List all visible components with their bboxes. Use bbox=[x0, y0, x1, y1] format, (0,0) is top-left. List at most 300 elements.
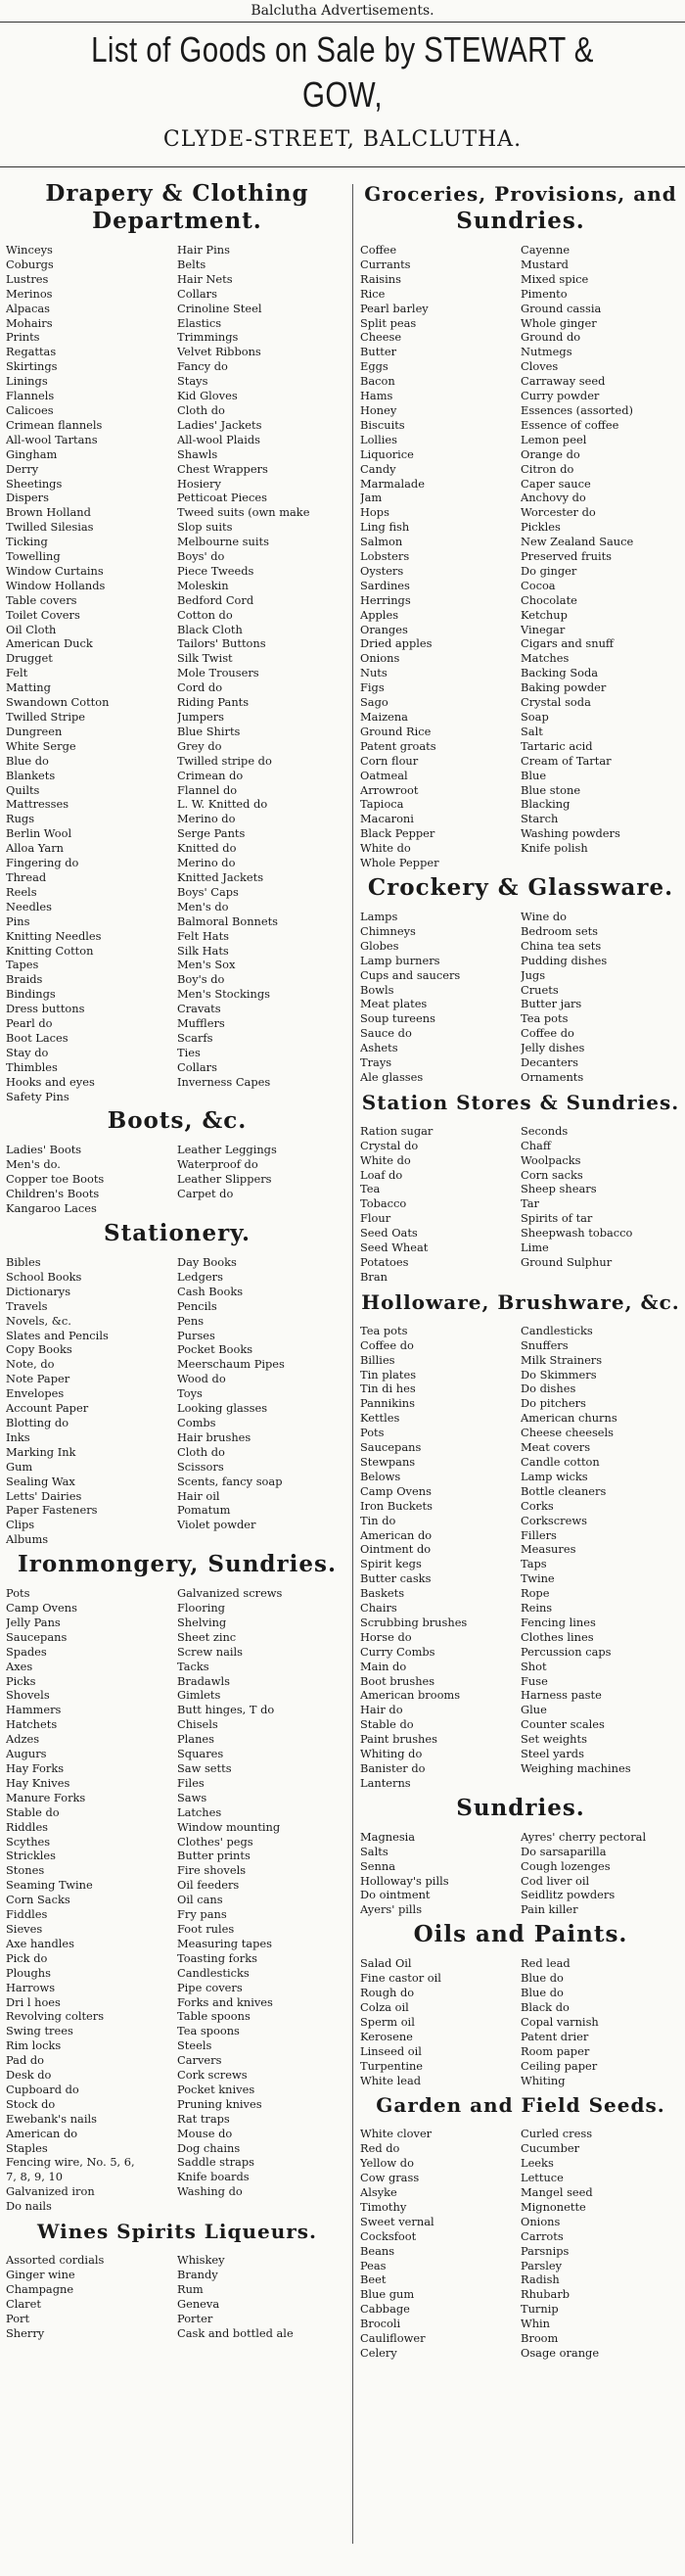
goods-item: Lamp wicks bbox=[521, 1469, 588, 1483]
goods-item: Meerschaum Pipes bbox=[177, 1357, 285, 1372]
goods-item: Steels bbox=[177, 2038, 212, 2053]
goods-item: Axes bbox=[6, 1659, 33, 1673]
goods-item: Bradawls bbox=[177, 1673, 230, 1688]
goods-item: Novels, &c. bbox=[6, 1313, 71, 1328]
goods-item: Lemon peel bbox=[521, 432, 587, 446]
goods-item: White Serge bbox=[6, 738, 76, 753]
goods-item: Twilled Stripe bbox=[6, 710, 86, 724]
goods-item: Mixed spice bbox=[521, 271, 589, 286]
goods-item: Pad do bbox=[6, 2053, 45, 2068]
goods-item: Tin di hes bbox=[360, 1382, 416, 1396]
goods-item: Tweed suits (own make bbox=[177, 505, 310, 520]
goods-item: Jelly dishes bbox=[521, 1041, 585, 1055]
goods-item: Hay Forks bbox=[6, 1761, 65, 1775]
section-heading: Groceries, Provisions, and bbox=[364, 182, 677, 206]
goods-item: Pipe covers bbox=[177, 1980, 243, 1994]
goods-item: Eggs bbox=[360, 359, 388, 374]
goods-item: White do bbox=[360, 841, 411, 856]
goods-item: Beans bbox=[360, 2243, 395, 2258]
goods-item: Gum bbox=[6, 1459, 33, 1474]
goods-item: Lime bbox=[521, 1241, 549, 1255]
goods-item: China tea sets bbox=[521, 938, 602, 953]
goods-item: Rugs bbox=[6, 812, 35, 826]
goods-item: Marmalade bbox=[360, 476, 425, 491]
goods-item: Elastics bbox=[177, 315, 222, 330]
goods-item: Yellow do bbox=[360, 2156, 414, 2171]
goods-item: Broom bbox=[521, 2331, 559, 2346]
goods-item: Needles bbox=[6, 899, 52, 913]
goods-item: Candy bbox=[360, 461, 396, 476]
goods-item: American do bbox=[6, 2126, 78, 2140]
goods-item bbox=[521, 1270, 681, 1285]
goods-item: Tea bbox=[360, 1182, 381, 1196]
goods-item: L. W. Knitted do bbox=[177, 797, 268, 812]
goods-item: Bedford Cord bbox=[177, 592, 254, 607]
goods-item: Carpet do bbox=[177, 1187, 234, 1201]
top-rule bbox=[0, 22, 685, 23]
goods-item: Albums bbox=[6, 1532, 49, 1547]
goods-item: Pudding dishes bbox=[521, 953, 608, 967]
goods-item: Tobacco bbox=[360, 1196, 407, 1211]
goods-item: Figs bbox=[360, 680, 385, 695]
goods-list bbox=[360, 1124, 681, 1285]
section-heading: Garden and Field Seeds. bbox=[376, 2093, 665, 2118]
goods-item: Backing Soda bbox=[521, 666, 599, 680]
goods-item: American do bbox=[360, 1527, 433, 1542]
goods-item: Tapioca bbox=[360, 797, 404, 812]
goods-item: Blue do bbox=[521, 1971, 564, 1986]
goods-item: Tacks bbox=[177, 1659, 209, 1673]
goods-item: Blue stone bbox=[521, 782, 581, 797]
goods-item: Washing powders bbox=[521, 826, 620, 841]
goods-item: Butter bbox=[360, 345, 397, 359]
goods-item: Sheep shears bbox=[521, 1182, 597, 1196]
goods-item: Safety Pins bbox=[6, 1089, 69, 1103]
goods-item: Pots bbox=[6, 1586, 30, 1601]
goods-item: Piece Tweeds bbox=[177, 563, 254, 578]
goods-item: Cruets bbox=[521, 982, 559, 997]
goods-item: Shawls bbox=[177, 446, 218, 461]
goods-item: Twilled stripe do bbox=[177, 753, 272, 768]
goods-item: Salt bbox=[521, 724, 543, 738]
goods-item: Riding Pants bbox=[177, 695, 250, 710]
goods-item: Ledgers bbox=[177, 1269, 223, 1284]
goods-item: Alloa Yarn bbox=[6, 841, 64, 856]
goods-item: Pick do bbox=[6, 1950, 48, 1965]
goods-item: Leather Slippers bbox=[177, 1172, 272, 1187]
goods-item: Washing do bbox=[177, 2184, 243, 2199]
goods-item: Copy Books bbox=[6, 1342, 72, 1357]
goods-item: Essence of coffee bbox=[521, 417, 619, 432]
goods-item: Travels bbox=[6, 1298, 48, 1313]
goods-item: Latches bbox=[177, 1804, 222, 1819]
goods-item: Claret bbox=[6, 2296, 41, 2311]
goods-item: Grey do bbox=[177, 738, 222, 753]
goods-item: Alpacas bbox=[6, 301, 50, 315]
goods-item: Mattresses bbox=[6, 797, 69, 812]
goods-item: Copper toe Boots bbox=[6, 1172, 105, 1187]
goods-item bbox=[521, 1776, 681, 1791]
goods-item: Baskets bbox=[360, 1586, 405, 1601]
goods-item: Rope bbox=[521, 1586, 550, 1601]
goods-item: Pannikins bbox=[360, 1396, 415, 1411]
goods-item: Sago bbox=[360, 695, 388, 710]
goods-item: Slop suits bbox=[177, 520, 233, 535]
goods-item: Cloth do bbox=[177, 402, 225, 417]
goods-item: Candle cotton bbox=[521, 1454, 600, 1469]
goods-item: Cotton do bbox=[177, 607, 233, 622]
goods-item: Curry powder bbox=[521, 389, 600, 403]
goods-item: Biscuits bbox=[360, 417, 405, 432]
goods-item: Saddle straps bbox=[177, 2155, 254, 2170]
goods-item: Red do bbox=[360, 2141, 400, 2156]
goods-item: School Books bbox=[6, 1269, 82, 1284]
goods-item: Main do bbox=[360, 1659, 407, 1673]
goods-item: Do Skimmers bbox=[521, 1367, 597, 1382]
goods-item: Shot bbox=[521, 1659, 547, 1673]
goods-item: Knitting Cotton bbox=[6, 943, 94, 958]
goods-item: Citron do bbox=[521, 461, 574, 476]
goods-item: Brocoli bbox=[360, 2317, 401, 2331]
goods-item: Jelly Pans bbox=[6, 1615, 61, 1629]
goods-item: Black Cloth bbox=[177, 622, 243, 636]
goods-item: Jam bbox=[360, 491, 383, 505]
goods-item: Axe handles bbox=[6, 1936, 74, 1950]
goods-item: Sweet vernal bbox=[360, 2214, 434, 2228]
goods-item: Sealing Wax bbox=[6, 1474, 75, 1488]
goods-item: Cheese cheesels bbox=[521, 1426, 615, 1440]
goods-item: Pots bbox=[360, 1426, 385, 1440]
goods-item: Spades bbox=[6, 1644, 47, 1659]
goods-item: Flooring bbox=[177, 1601, 225, 1616]
goods-item: Fire shovels bbox=[177, 1863, 247, 1878]
goods-item: Gimlets bbox=[177, 1688, 221, 1703]
section-stationery bbox=[6, 1220, 348, 1547]
goods-list bbox=[360, 243, 681, 870]
goods-item: Cloth do bbox=[177, 1444, 225, 1459]
goods-item: Holloway's pills bbox=[360, 1873, 449, 1888]
goods-item: Bottle cleaners bbox=[521, 1483, 607, 1498]
goods-item: Window Curtains bbox=[6, 563, 104, 578]
goods-item: Black do bbox=[521, 1999, 570, 2014]
goods-item: Onions bbox=[521, 2214, 561, 2228]
goods-item: Scrubbing brushes bbox=[360, 1615, 468, 1629]
goods-item: Preserved fruits bbox=[521, 549, 613, 564]
goods-item: Oatmeal bbox=[360, 768, 408, 782]
goods-item: Blue bbox=[521, 768, 547, 782]
goods-item: White do bbox=[360, 1152, 411, 1167]
goods-item: Blue do bbox=[6, 753, 49, 768]
goods-item: Whiting do bbox=[360, 1747, 423, 1761]
goods-item: Split peas bbox=[360, 315, 417, 330]
goods-item: Candlesticks bbox=[177, 1965, 250, 1980]
goods-item: Collars bbox=[177, 286, 217, 301]
goods-item: Dungreen bbox=[6, 724, 63, 738]
section-heading: Holloware, Brushware, &c. bbox=[361, 1289, 680, 1314]
goods-item: Hops bbox=[360, 505, 389, 520]
goods-item: Squares bbox=[177, 1747, 224, 1761]
goods-item: Paint brushes bbox=[360, 1732, 437, 1747]
goods-item: Chest Wrappers bbox=[177, 461, 268, 476]
goods-item: Derry bbox=[6, 461, 39, 476]
goods-list bbox=[6, 1586, 348, 2214]
goods-item: Whiskey bbox=[177, 2253, 225, 2268]
goods-item: Note, do bbox=[6, 1357, 55, 1372]
goods-item: Scents, fancy soap bbox=[177, 1474, 283, 1488]
goods-item: Banister do bbox=[360, 1761, 426, 1775]
goods-item: Salad Oil bbox=[360, 1956, 412, 1971]
goods-item: Flour bbox=[360, 1211, 391, 1226]
goods-item: Staples bbox=[6, 2140, 48, 2155]
goods-item: Lustres bbox=[6, 271, 49, 286]
goods-item: Sheetings bbox=[6, 476, 63, 491]
goods-item: Petticoat Pieces bbox=[177, 491, 267, 505]
goods-item: Tailors' Buttons bbox=[177, 636, 266, 651]
goods-item: Bedroom sets bbox=[521, 923, 598, 938]
goods-item: Soap bbox=[521, 710, 549, 724]
goods-item: Leather Leggings bbox=[177, 1143, 277, 1157]
goods-item: Ties bbox=[177, 1045, 201, 1059]
goods-item: Fuse bbox=[521, 1673, 548, 1688]
goods-item: Tapes bbox=[6, 958, 39, 972]
goods-item: Hair Pins bbox=[177, 243, 230, 257]
goods-item: Ladies' Boots bbox=[6, 1143, 82, 1157]
goods-item: Shelving bbox=[177, 1615, 227, 1629]
goods-item: Ground Sulphur bbox=[521, 1255, 613, 1269]
goods-item: Cord do bbox=[177, 680, 223, 695]
goods-item: Clothes lines bbox=[521, 1629, 594, 1644]
goods-item: Whole Pepper bbox=[360, 856, 439, 870]
goods-item: Seidlitz powders bbox=[521, 1888, 616, 1902]
goods-item: Room paper bbox=[521, 2043, 590, 2058]
goods-item: Apples bbox=[360, 607, 399, 622]
goods-item: Toasting forks bbox=[177, 1950, 257, 1965]
goods-item: Boy's do bbox=[177, 972, 225, 987]
goods-item: Galvanized screws bbox=[177, 1586, 283, 1601]
goods-item: Crystal do bbox=[360, 1138, 419, 1152]
goods-item: Leeks bbox=[521, 2156, 554, 2171]
goods-item: Cupboard do bbox=[6, 2082, 79, 2096]
goods-list bbox=[6, 1143, 348, 1216]
goods-item: Calicoes bbox=[6, 402, 54, 417]
goods-item: All-wool Plaids bbox=[177, 432, 260, 446]
goods-item: Port bbox=[6, 2311, 30, 2325]
goods-item: Candlesticks bbox=[521, 1323, 593, 1337]
goods-list bbox=[360, 1830, 681, 1917]
goods-item: Crinoline Steel bbox=[177, 301, 262, 315]
section-heading: Boots, &c. bbox=[107, 1107, 248, 1135]
goods-item: Belts bbox=[177, 257, 206, 271]
goods-item: Cucumber bbox=[521, 2141, 580, 2156]
section-heading: Crockery & Glassware. bbox=[367, 873, 674, 901]
goods-item: Forks and knives bbox=[177, 1994, 273, 2009]
goods-item: Magnesia bbox=[360, 1829, 416, 1844]
goods-item: Regattas bbox=[6, 345, 57, 359]
section-oils-and-paints bbox=[360, 1921, 681, 2087]
goods-item: Pain killer bbox=[521, 1902, 578, 1917]
goods-item: Tartaric acid bbox=[521, 738, 593, 753]
goods-item: Moleskin bbox=[177, 578, 229, 592]
goods-item: Fillers bbox=[521, 1527, 557, 1542]
goods-item: Foot rules bbox=[177, 1921, 235, 1936]
goods-item: Brandy bbox=[177, 2268, 218, 2281]
goods-item: Stable do bbox=[360, 1717, 414, 1732]
goods-item: Cask and bottled ale bbox=[177, 2325, 294, 2340]
goods-item: Purses bbox=[177, 1328, 215, 1342]
section-station-stores-sundries bbox=[360, 1089, 681, 1285]
goods-item: Salts bbox=[360, 1844, 388, 1858]
goods-item: Senna bbox=[360, 1858, 396, 1873]
goods-item: Hammers bbox=[6, 1703, 62, 1717]
goods-item: Tin do bbox=[360, 1513, 396, 1527]
goods-item: Turpentine bbox=[360, 2058, 424, 2073]
goods-item: Oil Cloth bbox=[6, 622, 57, 636]
goods-item: Fiddles bbox=[6, 1907, 48, 1922]
goods-item: Knife boards bbox=[177, 2170, 250, 2184]
running-head: Balclutha Advertisements. bbox=[251, 3, 434, 19]
goods-item: Colza oil bbox=[360, 1999, 409, 2014]
goods-item: White lead bbox=[360, 2073, 422, 2087]
goods-item: Sheet zinc bbox=[177, 1629, 237, 1644]
goods-item: Seaming Twine bbox=[6, 1878, 93, 1893]
goods-item: Liquorice bbox=[360, 446, 414, 461]
goods-item: Seconds bbox=[521, 1123, 569, 1138]
goods-item: Blotting do bbox=[6, 1415, 69, 1429]
goods-item: Braids bbox=[6, 972, 43, 987]
goods-item: Beet bbox=[360, 2272, 387, 2287]
section-wines-spirits-liqueurs bbox=[6, 2218, 348, 2340]
goods-item: Oil cans bbox=[177, 1893, 223, 1907]
goods-item: Sherry bbox=[6, 2325, 45, 2340]
goods-item: Drugget bbox=[6, 651, 53, 666]
goods-item: Percussion caps bbox=[521, 1644, 612, 1659]
goods-item: Mole Trousers bbox=[177, 666, 259, 680]
goods-item: Hair do bbox=[360, 1703, 403, 1717]
right-column bbox=[360, 176, 681, 2361]
goods-item: Iron Buckets bbox=[360, 1498, 433, 1513]
goods-item: Note Paper bbox=[6, 1372, 70, 1386]
section-drapery-clothing bbox=[6, 180, 348, 1103]
goods-item: Pins bbox=[6, 913, 30, 928]
goods-item: Augurs bbox=[6, 1747, 47, 1761]
goods-item: Geneva bbox=[177, 2296, 220, 2311]
goods-item: Lollies bbox=[360, 432, 397, 446]
goods-item: Stable do bbox=[6, 1804, 60, 1819]
goods-item: Towelling bbox=[6, 549, 61, 564]
goods-item: Kettles bbox=[360, 1411, 400, 1426]
header-rule bbox=[0, 166, 685, 167]
goods-item: Men's Stockings bbox=[177, 987, 270, 1002]
goods-item: Bacon bbox=[360, 374, 395, 389]
goods-item: Stock do bbox=[6, 2096, 56, 2111]
goods-item: Belows bbox=[360, 1469, 401, 1483]
goods-item: Account Paper bbox=[6, 1401, 89, 1416]
goods-item: Manure Forks bbox=[6, 1790, 86, 1804]
goods-item: Cayenne bbox=[521, 243, 571, 257]
goods-item: Rhubarb bbox=[521, 2287, 571, 2302]
goods-item: Crimean do bbox=[177, 768, 244, 782]
address-line: CLYDE-STREET, BALCLUTHA. bbox=[162, 127, 523, 152]
goods-item: Saucepans bbox=[6, 1629, 68, 1644]
goods-item: Scythes bbox=[6, 1834, 51, 1849]
goods-item: Cow grass bbox=[360, 2171, 420, 2185]
goods-item: Ground Rice bbox=[360, 724, 432, 738]
goods-item: Harrows bbox=[6, 1980, 56, 1994]
goods-item: Taps bbox=[521, 1557, 547, 1571]
goods-item: Do dishes bbox=[521, 1382, 576, 1396]
goods-item: Copal varnish bbox=[521, 2014, 599, 2029]
goods-item: Whiting bbox=[521, 2073, 566, 2087]
section-heading: Ironmongery, Sundries. bbox=[18, 1551, 337, 1578]
goods-item: Do ginger bbox=[521, 563, 577, 578]
goods-item: Scarfs bbox=[177, 1030, 213, 1045]
goods-item: Woolpacks bbox=[521, 1152, 581, 1167]
goods-item bbox=[177, 1090, 348, 1104]
goods-item: Glue bbox=[521, 1703, 547, 1717]
goods-item: Chisels bbox=[177, 1717, 218, 1732]
goods-item: Ticking bbox=[6, 535, 48, 549]
goods-item: Cups and saucers bbox=[360, 967, 461, 982]
goods-item: Anchovy do bbox=[521, 491, 586, 505]
goods-item: Ale glasses bbox=[360, 1069, 424, 1084]
goods-item: Lobsters bbox=[360, 549, 410, 564]
goods-item: Thread bbox=[6, 869, 47, 884]
goods-item: Coffee bbox=[360, 243, 397, 257]
goods-item: Strickles bbox=[6, 1849, 56, 1863]
goods-item: Steel yards bbox=[521, 1747, 584, 1761]
goods-item: Violet powder bbox=[177, 1518, 256, 1532]
goods-item: Raisins bbox=[360, 271, 401, 286]
goods-item: All-wool Tartans bbox=[6, 432, 98, 446]
goods-item: Milk Strainers bbox=[521, 1352, 603, 1367]
section-heading: Wines Spirits Liqueurs. bbox=[36, 2220, 318, 2244]
goods-item: Soup tureens bbox=[360, 1011, 435, 1026]
goods-item: Snuffers bbox=[521, 1337, 569, 1352]
goods-list bbox=[360, 2127, 681, 2361]
goods-item: Ayers' pills bbox=[360, 1902, 423, 1917]
goods-item: Tea pots bbox=[360, 1323, 408, 1337]
goods-item: Tar bbox=[521, 1196, 539, 1211]
goods-item: Collars bbox=[177, 1059, 217, 1074]
goods-item: Potatoes bbox=[360, 1255, 409, 1269]
goods-item: Slates and Pencils bbox=[6, 1328, 109, 1342]
goods-item: Spirit kegs bbox=[360, 1557, 422, 1571]
goods-item: Scissors bbox=[177, 1459, 224, 1474]
goods-list bbox=[6, 243, 348, 1103]
goods-item: Wood do bbox=[177, 1372, 226, 1386]
goods-item: Ling fish bbox=[360, 520, 410, 535]
goods-item: Onions bbox=[360, 651, 400, 666]
goods-item: Cocksfoot bbox=[360, 2228, 417, 2243]
goods-item: Silk Twist bbox=[177, 651, 233, 666]
goods-item: Mustard bbox=[521, 257, 569, 271]
goods-item: Champagne bbox=[6, 2281, 74, 2296]
goods-item: Camp Ovens bbox=[6, 1601, 77, 1616]
goods-item: Prints bbox=[6, 330, 40, 345]
goods-item: Billies bbox=[360, 1352, 395, 1367]
goods-list bbox=[360, 1324, 681, 1791]
goods-item: Nuts bbox=[360, 666, 388, 680]
goods-item: Matting bbox=[6, 680, 51, 695]
goods-item: Sperm oil bbox=[360, 2014, 415, 2029]
goods-item: Cheese bbox=[360, 330, 402, 345]
goods-item: Tea pots bbox=[521, 1011, 569, 1026]
goods-item: Toys bbox=[177, 1386, 203, 1401]
goods-item: Decanters bbox=[521, 1055, 578, 1070]
goods-item: Sheepwash tobacco bbox=[521, 1226, 633, 1241]
goods-item: Window mounting bbox=[177, 1819, 281, 1834]
goods-item: Kid Gloves bbox=[177, 389, 238, 403]
